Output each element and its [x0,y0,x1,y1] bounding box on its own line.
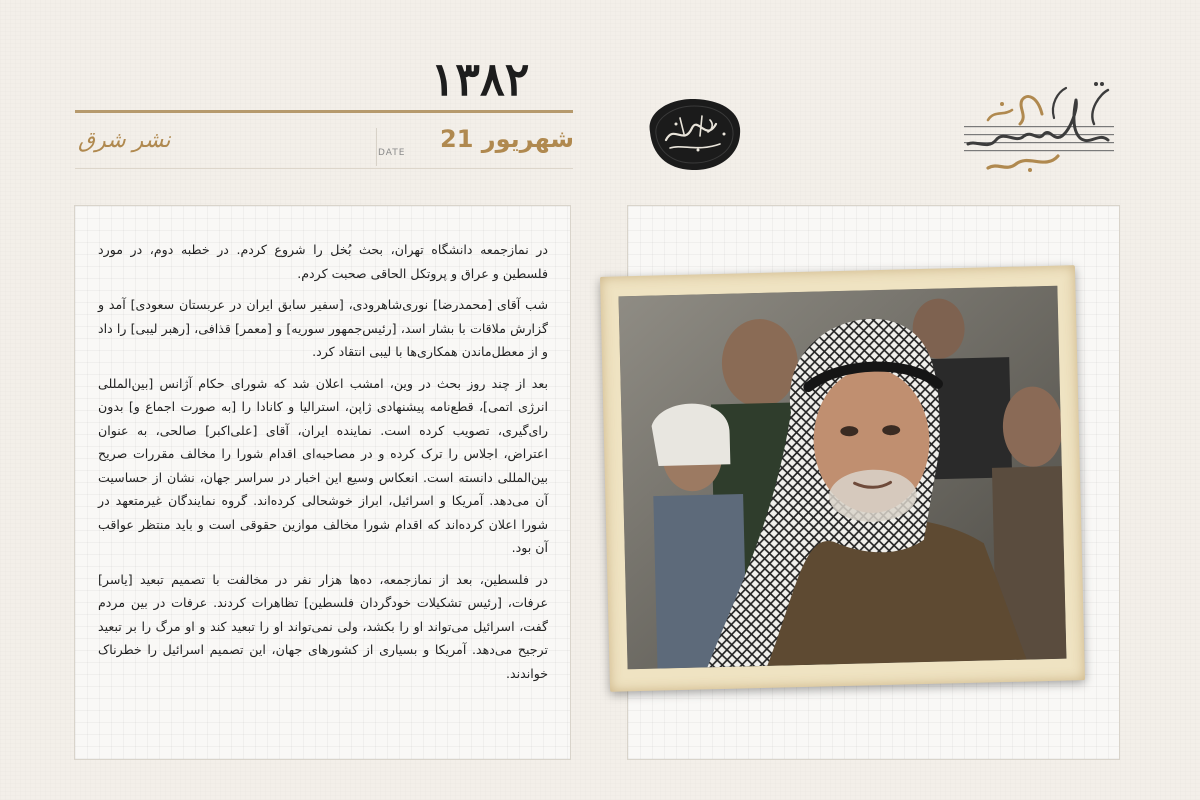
memoir-paragraph-1: در نمازجمعه دانشگاه تهران، بحث بُخل را شروع کردم. در خطبه دوم، در مورد فلسطین و عراق و پروتکل الحاقی صحبت کردم. [98,242,548,281]
portrait-photo [618,286,1066,670]
header-rule [75,110,573,113]
date-text: 21 شهریور [440,125,575,153]
date-divider [376,128,377,166]
memoir-text [98,238,548,693]
date-underline [75,168,573,169]
memoirs-logo [958,70,1118,182]
year-heading: ۱۳۸۲ [430,52,530,106]
publisher-logo: نشر شرق [78,128,171,153]
memoir-paragraph-2: شب آقای [محمدرضا] نوری‌شاهرودی، [سفیر سابق ایران در عربستان سعودی] آمد و گزارش ملاقات با بشار اسد، [رئیس‌جمهور سوریه] و [معمر] قذافی، [رهبر لیبی] را داد و از معطل‌ماندن همکاری‌ها با لیبی انتقاد کرد. [98,297,548,359]
date-label: DATE [378,148,406,158]
memoir-paragraph-3: بعد از چند روز بحث در وین، امشب اعلان شد که شورای حکام آژانس [بین‌المللی انرژی اتمی]، قطع‌نامه پیشنهادی ژاپن، استرالیا و کانادا را [به صورت اجماع و] بدون رای‌گیری، تصویب کرده است. نماینده ایران، آقای [علی‌اکبر] صالحی، به عنوان اعتراض، اجلاس را ترک کرده و در مصاحبه‌ای اقدام شورا را مخالف مقررات صریح بین‌المللی دانسته است. انعکاس وسیع این اخبار در سراسر جهان، نشان از حساسیت آن می‌دهد. آمریکا و اسرائیل، ابراز خوشحالی کرده‌اند. گروه نمایندگان غیرمتعهد در شورا اعلان کرده‌اند که اقدام شورا مخالف موازین حقوقی است و باید منتظر عواقب آن بود. [98,375,548,555]
seal-stamp [640,94,746,174]
photo-frame [600,265,1085,691]
memoir-paragraph-4: در فلسطین، بعد از نمازجمعه، ده‌ها هزار نفر در مخالفت با تصمیم تبعید [یاسر] عرفات، [رئیس تشکیلات خودگردان فلسطین] تظاهرات کردند. عرفات در بین مردم گفت، اسرائیل می‌تواند او را بکشد، ولی نمی‌تواند او را تبعید کند و او مرگ را بر تبعید ترجیح می‌دهد. آمریکا و بسیاری از کشورهای جهان، این تصمیم اسرائیل را خطرناک خواندند. [98,571,548,681]
